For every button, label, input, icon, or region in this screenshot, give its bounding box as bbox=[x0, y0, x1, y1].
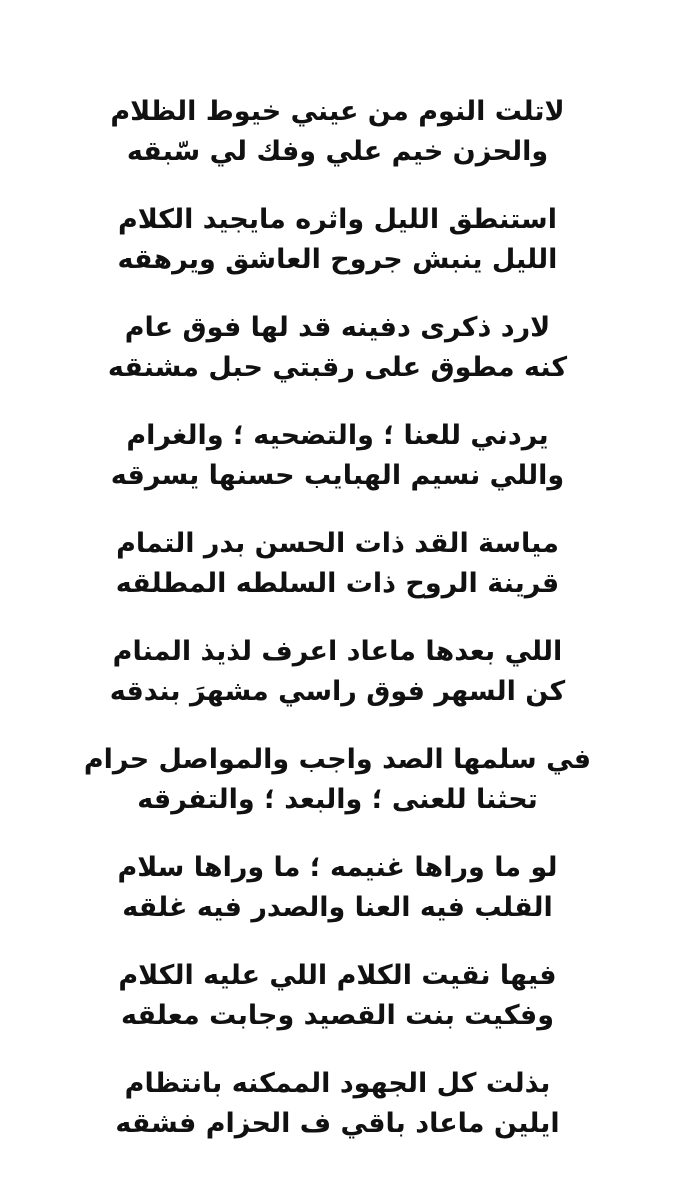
stanza-10 bbox=[0, 1064, 675, 1172]
poem-line: في سلمها الصد واجب والمواصل حرام bbox=[83, 744, 592, 775]
stanza-9 bbox=[0, 956, 675, 1064]
poem-line: وفكيت بنت القصيد وجابت معلقه bbox=[120, 1000, 555, 1031]
poem-line: الليل ينبش جروح العاشق ويرهقه bbox=[117, 244, 558, 275]
poem-line: اللي بعدها ماعاد اعرف لذيذ المنام bbox=[112, 636, 563, 667]
poem-line: كنه مطوق على رقبتي حبل مشنقه bbox=[107, 352, 568, 383]
poem-line: يردني للعنا ؛ والتضحيه ؛ والغرام bbox=[126, 420, 549, 451]
poem-line: قرينة الروح ذات السلطه المطلقه bbox=[115, 568, 560, 599]
stanza-4 bbox=[0, 416, 675, 524]
poem-line: استنطق الليل واثره مايجيد الكلام bbox=[118, 204, 557, 235]
stanza-2 bbox=[0, 200, 675, 308]
poem-line: لارد ذكرى دفينه قد لها فوق عام bbox=[124, 312, 551, 343]
stanza-1 bbox=[0, 92, 675, 200]
poem-line: بذلت كل الجهود الممكنه بانتظام bbox=[124, 1068, 551, 1099]
stanza-5 bbox=[0, 524, 675, 632]
poem-line: لاتلت النوم من عيني خيوط الظلام bbox=[110, 96, 565, 127]
stanza-3 bbox=[0, 308, 675, 416]
poem-line: لو ما وراها غنيمه ؛ ما وراها سلام bbox=[117, 852, 558, 883]
poem-line: مياسة القد ذات الحسن بدر التمام bbox=[116, 528, 559, 559]
poem-line: كن السهر فوق راسي مشهرَ بندقه bbox=[109, 676, 566, 707]
poem bbox=[0, 92, 675, 1172]
poem-line: تحثنا للعنى ؛ والبعد ؛ والتفرقه bbox=[137, 784, 538, 815]
poem-line: ايلين ماعاد باقي ف الحزام فشقه bbox=[115, 1108, 560, 1139]
poem-line: واللي نسيم الهبايب حسنها يسرقه bbox=[110, 460, 565, 491]
poem-line: فيها نقيت الكلام اللي عليه الكلام bbox=[118, 960, 557, 991]
stanza-8 bbox=[0, 848, 675, 956]
stanza-6 bbox=[0, 632, 675, 740]
stanza-7 bbox=[0, 740, 675, 848]
poem-line: والحزن خيم علي وفك لي سّبقه bbox=[126, 136, 549, 167]
poem-line: القلب فيه العنا والصدر فيه غلقه bbox=[122, 892, 553, 923]
